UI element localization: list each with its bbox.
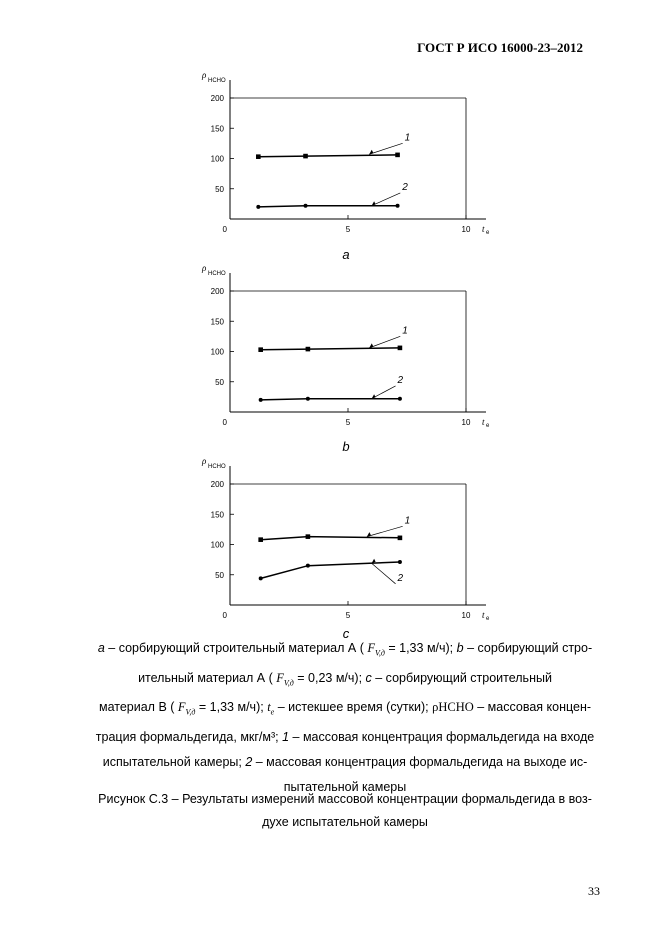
- legend-f-symbol: F: [276, 670, 284, 685]
- legend-text: пытательной камеры: [283, 779, 407, 794]
- series-2-point: [259, 398, 263, 402]
- series-1-line: [258, 155, 397, 157]
- page-number: 33: [588, 884, 600, 898]
- panel-label-b: b: [342, 439, 350, 454]
- series-2-point: [306, 397, 310, 401]
- legend-line-1: [60, 636, 630, 666]
- legend-text: трация формальдегида, мкг/м³;: [95, 729, 283, 744]
- series-2-point: [259, 576, 263, 580]
- series-1-point: [398, 536, 403, 541]
- series-2-point: [398, 560, 402, 564]
- series-2-leader: [372, 563, 396, 584]
- y-axis-label-subscript: HCHO: [208, 464, 226, 470]
- legend-text: – сорбирующий строительный материал А (: [104, 641, 368, 655]
- series-1-point: [258, 537, 263, 542]
- legend-te-subscript: e: [270, 707, 275, 717]
- series-2-leader: [372, 193, 401, 206]
- y-axis-label: ρ: [202, 456, 207, 466]
- legend-text: – сорбирующий строительный: [371, 670, 552, 685]
- series-1-point: [303, 154, 308, 159]
- legend-text: = 1,33 м/ч);: [195, 700, 268, 714]
- series-2-line: [261, 399, 400, 400]
- y-tick-label: 150: [210, 124, 224, 134]
- series-1-leader: [369, 336, 400, 348]
- series-1-label: 1: [404, 515, 411, 527]
- x-tick-label: 5: [345, 418, 351, 427]
- series-1-point: [256, 154, 261, 159]
- figure-title-line-2: духе испытательной камеры: [262, 815, 428, 829]
- x-tick-label: 5: [345, 611, 351, 620]
- x-tick-label: 10: [461, 418, 471, 427]
- legend-f-symbol: F: [177, 700, 186, 714]
- legend-line-2: [60, 666, 630, 696]
- y-tick-label: 100: [210, 154, 224, 164]
- y-tick-label: 200: [210, 287, 224, 296]
- y-tick-label: 50: [215, 570, 224, 580]
- x-axis-label: t: [482, 610, 485, 620]
- legend-f-subscript: V,д: [185, 707, 196, 717]
- y-axis-label-subscript: HCHO: [208, 78, 226, 84]
- y-tick-label: 100: [210, 347, 224, 357]
- legend-f-subscript: V,д: [374, 648, 385, 658]
- series-1-line: [261, 537, 400, 540]
- y-tick-label: 50: [215, 377, 224, 387]
- legend-rho-symbol: ρHCHO: [432, 700, 474, 714]
- chart-c: [180, 454, 510, 654]
- legend-b-label: b: [456, 641, 464, 655]
- legend-f-subscript: V,д: [283, 678, 294, 687]
- series-2-point: [306, 564, 310, 568]
- series-1-point: [306, 534, 311, 539]
- x-tick-label: 5: [345, 225, 351, 234]
- series-2-point: [256, 205, 260, 209]
- legend-c-label: c: [365, 670, 372, 685]
- x-axis-label-subscript: e: [486, 230, 490, 236]
- x-axis-label: t: [482, 417, 485, 427]
- legend-f-symbol: F: [367, 641, 375, 655]
- figure-legend: [60, 636, 630, 800]
- legend-series-2-label: 2: [245, 754, 253, 769]
- series-2-label: 2: [397, 374, 404, 386]
- x-axis-label-subscript: e: [486, 423, 490, 429]
- series-2-line: [258, 206, 397, 207]
- x-axis-label-subscript: e: [486, 616, 490, 622]
- legend-a-label: a: [97, 641, 105, 655]
- series-2-point: [396, 204, 400, 208]
- document-header: ГОСТ Р ИСО 16000-23–2012: [417, 40, 583, 55]
- chart-b: [180, 261, 510, 461]
- legend-text: – сорбирующий стро-: [463, 641, 593, 655]
- y-tick-label: 50: [215, 184, 224, 194]
- series-2-label: 2: [402, 181, 408, 193]
- chart-c-svg: [180, 454, 510, 654]
- series-1-label: 1: [404, 132, 411, 144]
- series-1-leader: [367, 526, 403, 536]
- legend-te-symbol: t: [267, 700, 271, 714]
- y-axis-label: ρ: [202, 263, 207, 273]
- chart-a-svg: [180, 68, 510, 268]
- legend-line-5: [60, 750, 630, 775]
- chart-b-svg: [180, 261, 510, 461]
- series-1-point: [306, 347, 311, 352]
- legend-line-4: [60, 725, 630, 750]
- series-2-point: [304, 204, 308, 208]
- legend-series-1-label: 1: [282, 729, 290, 744]
- series-1-point: [395, 153, 400, 158]
- x-axis-label: t: [482, 224, 485, 234]
- legend-line-3: [60, 695, 630, 725]
- x-tick-label: 0: [222, 611, 227, 620]
- panel-label-a: a: [342, 247, 350, 262]
- figure-title-line-1: Рисунок С.3 – Результаты измерений массовой концентрации формальдегида в воз-: [98, 792, 592, 806]
- y-tick-label: 150: [210, 510, 224, 520]
- legend-text: – массовая концен-: [473, 700, 592, 714]
- legend-text: испытательной камеры;: [102, 754, 246, 769]
- panel-label-c: c: [342, 626, 350, 641]
- series-1-label: 1: [402, 325, 408, 337]
- x-tick-label: 10: [461, 225, 471, 234]
- x-tick-label: 0: [222, 225, 227, 234]
- legend-text: = 0,23 м/ч);: [293, 670, 366, 685]
- figure-title: [60, 788, 630, 834]
- y-tick-label: 200: [210, 94, 224, 103]
- legend-text: – массовая концентрация формальдегида на выходе ис-: [252, 754, 588, 769]
- chart-a: [180, 68, 510, 268]
- series-1-point: [258, 347, 263, 352]
- legend-text: – массовая концентрация формальдегида на входе: [289, 729, 595, 744]
- series-2-label: 2: [397, 572, 404, 584]
- y-tick-label: 150: [210, 317, 224, 327]
- y-axis-label: ρ: [202, 70, 207, 80]
- y-tick-label: 200: [210, 480, 224, 489]
- legend-text: ительный материал А (: [138, 670, 277, 685]
- legend-text: = 1,33 м/ч);: [384, 641, 457, 655]
- series-2-line: [261, 562, 400, 578]
- legend-text: материал В (: [98, 700, 178, 714]
- x-tick-label: 10: [461, 611, 471, 620]
- series-1-line: [261, 348, 400, 350]
- y-axis-label-subscript: HCHO: [208, 271, 226, 277]
- x-tick-label: 0: [222, 418, 227, 427]
- legend-text: – истекшее время (сутки);: [274, 700, 433, 714]
- series-2-point: [398, 397, 402, 401]
- y-tick-label: 100: [210, 540, 224, 550]
- series-1-point: [398, 346, 403, 351]
